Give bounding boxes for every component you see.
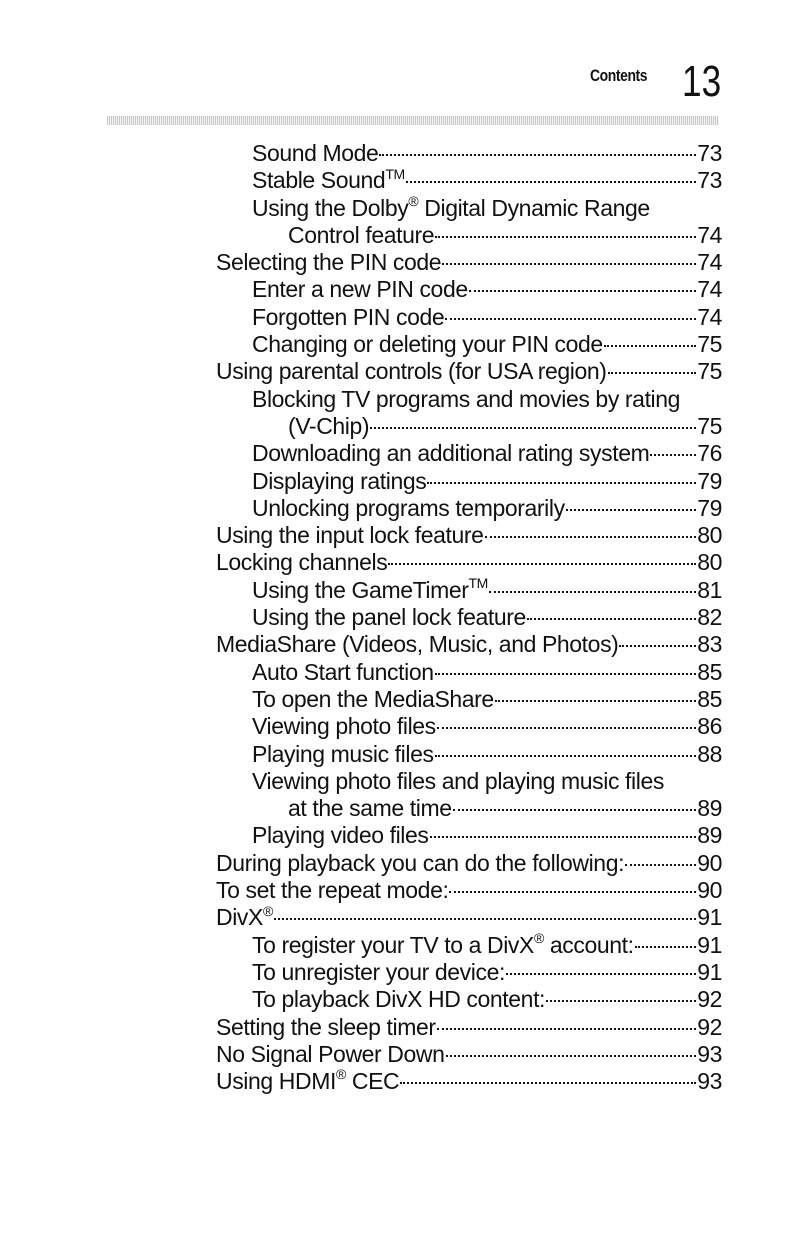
toc-entry-page: 92 — [697, 986, 722, 1013]
toc-entry — [0, 192, 806, 222]
toc-entry-title — [216, 1014, 436, 1041]
toc-entry-page: 83 — [697, 631, 722, 658]
dot-leader — [435, 236, 696, 238]
dot-leader — [608, 372, 697, 374]
toc-entry-title — [252, 959, 505, 986]
table-of-contents — [0, 140, 806, 1095]
toc-entry — [0, 713, 806, 740]
toc-entry-title — [216, 358, 607, 385]
toc-entry-title — [288, 222, 434, 249]
toc-entry-page: 91 — [697, 931, 722, 958]
page-number: 13 — [682, 57, 722, 106]
trademark-mark: ® — [335, 1066, 346, 1083]
toc-entry-title-suffix: account: — [543, 931, 634, 958]
toc-entry-title — [252, 713, 436, 740]
toc-entry-page: 80 — [697, 522, 722, 549]
dot-leader — [442, 263, 696, 265]
toc-entry-title — [252, 659, 434, 686]
toc-entry — [0, 686, 806, 713]
toc-entry — [0, 659, 806, 686]
toc-entry — [0, 850, 806, 877]
toc-entry-title-text: Stable Sound — [252, 167, 386, 194]
toc-entry-title-suffix: Digital Dynamic Range — [418, 194, 650, 221]
toc-entry-title-text: Unlocking programs temporarily — [252, 494, 565, 521]
toc-entry-page: 81 — [697, 576, 722, 603]
toc-entry-title-suffix: CEC — [345, 1068, 400, 1095]
toc-entry-title — [252, 192, 650, 222]
dot-leader — [546, 1000, 696, 1002]
toc-entry-page: 85 — [697, 658, 722, 685]
toc-entry-page: 93 — [697, 1068, 722, 1095]
toc-entry — [0, 986, 806, 1013]
dot-leader — [453, 809, 697, 811]
toc-entry-title-text: Forgotten PIN code — [252, 303, 445, 330]
toc-entry-page: 75 — [697, 412, 722, 439]
toc-entry — [0, 1041, 806, 1068]
toc-entry-title — [252, 276, 468, 303]
toc-entry-title — [252, 304, 444, 331]
toc-entry-title-text: Playing video files — [252, 822, 429, 849]
dot-leader — [506, 973, 696, 975]
toc-entry-title — [216, 877, 448, 904]
dot-leader — [379, 154, 696, 156]
toc-entry-title — [252, 986, 545, 1013]
toc-entry-title — [252, 768, 664, 795]
toc-entry-title — [288, 413, 369, 440]
toc-entry-page: 80 — [697, 549, 722, 576]
toc-entry-page: 79 — [697, 494, 722, 521]
toc-entry — [0, 386, 806, 413]
toc-entry-page: 92 — [697, 1013, 722, 1040]
trademark-mark: ® — [408, 192, 419, 209]
dot-leader — [566, 509, 697, 511]
toc-entry-page: 86 — [697, 713, 722, 740]
dot-leader — [495, 700, 696, 702]
toc-entry-title-text: To register your TV to a DivX — [252, 931, 534, 958]
toc-entry-page: 73 — [697, 140, 722, 166]
dot-leader — [406, 181, 696, 183]
toc-entry-title — [252, 495, 565, 522]
toc-entry-title — [216, 1068, 399, 1095]
toc-entry-title — [216, 850, 624, 877]
toc-entry — [0, 929, 806, 959]
toc-entry-page: 75 — [697, 331, 722, 358]
toc-entry-page: 91 — [697, 958, 722, 985]
toc-entry-title — [252, 468, 426, 495]
dot-leader — [435, 755, 697, 757]
toc-entry-title-text: To open the MediaShare — [252, 685, 494, 712]
toc-entry — [0, 822, 806, 849]
toc-entry-title — [252, 386, 680, 413]
toc-entry-title-text: Downloading an additional rating system — [252, 440, 650, 467]
trademark-mark: TM — [385, 165, 405, 182]
toc-entry — [0, 331, 806, 358]
dot-leader — [449, 891, 696, 893]
toc-entry-title-text: Playing music files — [252, 740, 434, 767]
toc-entry-page: 85 — [697, 685, 722, 712]
toc-entry — [0, 413, 806, 440]
header-divider — [107, 116, 719, 125]
toc-entry-title-text: To unregister your device: — [252, 958, 505, 985]
dot-leader — [625, 864, 696, 866]
dot-leader — [437, 727, 696, 729]
toc-entry — [0, 795, 806, 822]
toc-entry-page: 89 — [697, 822, 722, 849]
dot-leader — [274, 918, 696, 920]
toc-entry-page: 74 — [697, 276, 722, 303]
toc-entry-title-text: To set the repeat mode: — [216, 877, 449, 904]
dot-leader — [445, 318, 696, 320]
toc-entry — [0, 358, 806, 385]
toc-entry-page: 90 — [697, 877, 722, 904]
toc-entry-page: 74 — [697, 249, 722, 276]
toc-entry — [0, 276, 806, 303]
toc-entry-title — [252, 440, 649, 467]
dot-leader — [489, 591, 696, 593]
dot-leader — [388, 563, 696, 565]
toc-entry-title-text: Auto Start function — [252, 658, 434, 685]
toc-entry-title-text: Enter a new PIN code — [252, 276, 468, 303]
dot-leader — [400, 1082, 696, 1084]
toc-entry-page: 91 — [697, 904, 722, 931]
toc-entry-title-text: Control feature — [288, 221, 435, 248]
dot-leader — [527, 618, 696, 620]
trademark-mark: ® — [533, 929, 544, 946]
toc-entry-title — [252, 741, 434, 768]
toc-entry — [0, 495, 806, 522]
toc-entry-title — [216, 904, 273, 931]
dot-leader — [604, 345, 696, 347]
toc-entry — [0, 877, 806, 904]
toc-entry-title-text: Sound Mode — [252, 140, 379, 166]
toc-entry-title-text: Viewing photo files and playing music files — [252, 767, 664, 794]
dot-leader — [437, 1028, 697, 1030]
toc-entry-page: 90 — [697, 849, 722, 876]
dot-leader — [430, 836, 697, 838]
toc-entry-title-text: No Signal Power Down — [216, 1040, 445, 1067]
toc-entry — [0, 1068, 806, 1095]
toc-entry-title-text: Using the panel lock feature — [252, 604, 526, 631]
toc-entry — [0, 522, 806, 549]
toc-entry-page: 75 — [697, 358, 722, 385]
toc-entry — [0, 549, 806, 576]
dot-leader — [446, 1055, 697, 1057]
toc-entry — [0, 577, 806, 604]
trademark-mark: TM — [468, 575, 488, 592]
dot-leader — [370, 427, 696, 429]
toc-entry — [0, 768, 806, 795]
toc-entry-page: 73 — [697, 167, 722, 194]
toc-entry-title — [216, 249, 441, 276]
toc-entry-title-text: Using HDMI — [216, 1068, 336, 1095]
dot-leader — [619, 645, 696, 647]
toc-entry-title-text: To playback DivX HD content: — [252, 986, 546, 1013]
toc-entry-title-text: Using parental controls (for USA region) — [216, 358, 607, 385]
toc-entry-title — [252, 167, 405, 194]
toc-entry-title — [216, 522, 484, 549]
toc-entry — [0, 468, 806, 495]
toc-entry-title-text: (V-Chip) — [288, 412, 370, 439]
toc-entry — [0, 304, 806, 331]
toc-entry-page: 74 — [697, 221, 722, 248]
toc-entry-title-text: at the same time — [288, 795, 452, 822]
toc-entry-title-text: Using the input lock feature — [216, 522, 484, 549]
toc-entry-page: 93 — [697, 1040, 722, 1067]
section-label: Contents — [590, 66, 648, 85]
dot-leader — [427, 482, 696, 484]
toc-entry-title-text: DivX — [216, 904, 263, 931]
dot-leader — [469, 290, 696, 292]
dot-leader — [650, 454, 696, 456]
dot-leader — [485, 536, 697, 538]
toc-entry-page: 79 — [697, 467, 722, 494]
toc-entry-page: 74 — [697, 303, 722, 330]
toc-entry — [0, 741, 806, 768]
toc-entry-title — [252, 140, 378, 167]
toc-entry — [0, 222, 806, 249]
toc-entry — [0, 249, 806, 276]
toc-entry-title-text: Locking channels — [216, 549, 388, 576]
toc-entry-page: 88 — [697, 740, 722, 767]
toc-entry — [0, 904, 806, 931]
toc-entry — [0, 1014, 806, 1041]
toc-entry — [0, 604, 806, 631]
toc-entry-title-text: Viewing photo files — [252, 713, 436, 740]
toc-entry-title-text: Using the Dolby — [252, 194, 409, 221]
toc-entry-title — [216, 549, 387, 576]
toc-entry-title-text: MediaShare (Videos, Music, and Photos) — [216, 631, 619, 658]
toc-entry-title — [288, 795, 452, 822]
toc-entry-page: 89 — [697, 795, 722, 822]
toc-entry — [0, 167, 806, 194]
toc-entry-title-text: Setting the sleep timer — [216, 1013, 436, 1040]
toc-entry-page: 76 — [697, 440, 722, 467]
toc-entry — [0, 140, 806, 167]
toc-entry-title-text: During playback you can do the following: — [216, 849, 625, 876]
toc-entry-title — [252, 929, 634, 959]
toc-entry — [0, 631, 806, 658]
toc-entry-title — [216, 1041, 445, 1068]
trademark-mark: ® — [262, 902, 273, 919]
toc-entry-page: 82 — [697, 604, 722, 631]
toc-entry-title-text: Changing or deleting your PIN code — [252, 331, 603, 358]
toc-entry-title — [252, 686, 494, 713]
toc-entry-title-text: Selecting the PIN code — [216, 249, 442, 276]
toc-entry-title — [252, 822, 429, 849]
toc-entry-title-text: Displaying ratings — [252, 467, 427, 494]
dot-leader — [635, 946, 697, 948]
toc-entry — [0, 440, 806, 467]
toc-entry-title — [216, 631, 618, 658]
toc-entry-title — [252, 331, 603, 358]
toc-entry-title — [252, 577, 488, 604]
toc-entry-title-text: Using the GameTimer — [252, 576, 469, 603]
toc-entry — [0, 959, 806, 986]
toc-entry-title — [252, 604, 526, 631]
toc-entry-title-text: Blocking TV programs and movies by rating — [252, 385, 681, 412]
dot-leader — [435, 673, 697, 675]
